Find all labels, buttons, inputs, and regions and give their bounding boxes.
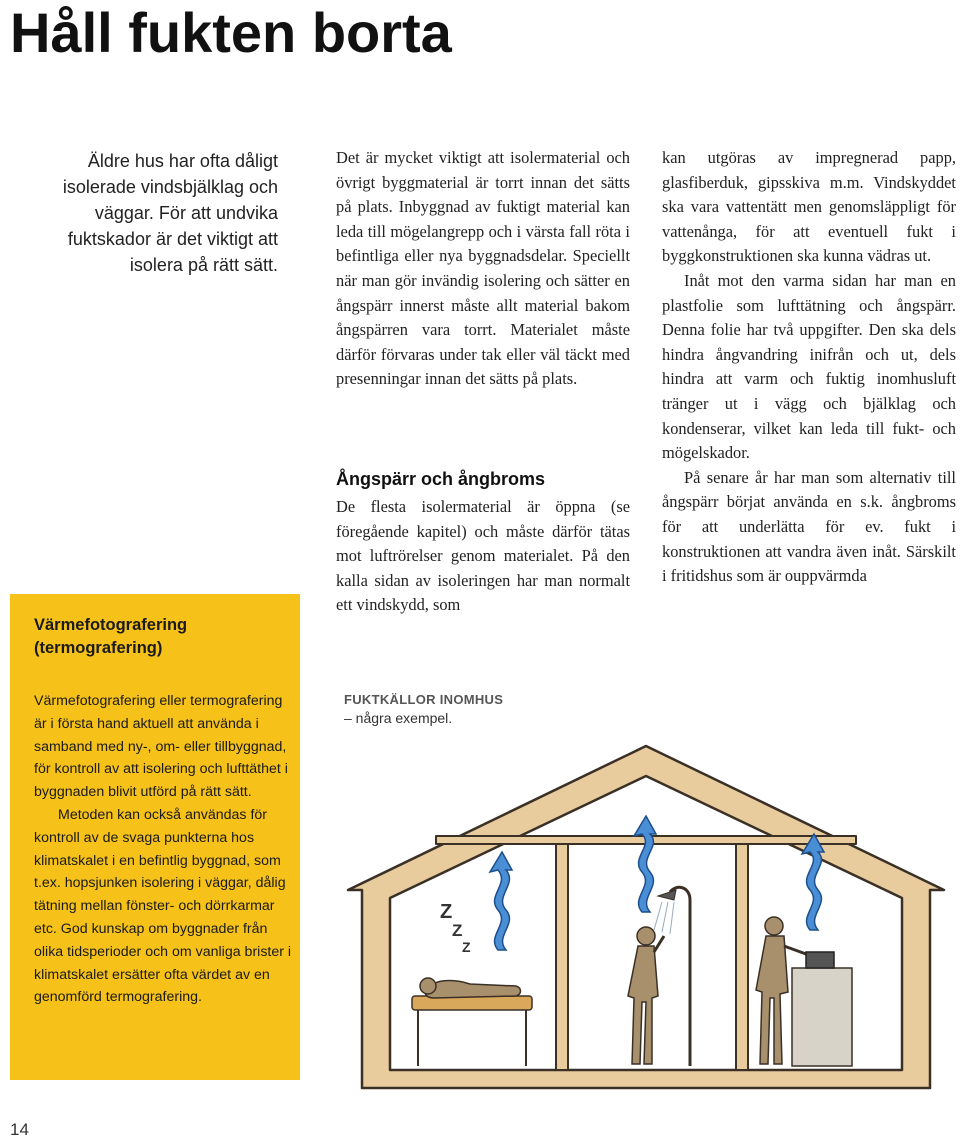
pot <box>806 952 834 968</box>
figure-subtitle: – några exempel. <box>344 710 453 726</box>
sidebar-body <box>34 690 292 1009</box>
kitchen-scene <box>756 917 852 1066</box>
moisture-arrow <box>490 852 512 950</box>
sidebar-paragraph: Värmefotografering eller termografering är i första hand aktuell att använda i samband med ny-, om- eller tillbyggnad, för kontroll av att isolering och lufttäthet i byggnaden blivit utförd på rätt sätt. <box>34 693 288 801</box>
body-paragraph: kan utgöras av impregnerad papp, glasfiberduk, gipsskiva m.m. Vindskyddet ska vara vattentätt men genomsläppligt för vattenånga, för att eventuell fukt i byggkonstruktionen ska kunna vädras ut. <box>662 148 956 266</box>
sidebar-heading: Värmefotografering (termografering) <box>34 616 188 657</box>
bathroom-scene <box>628 887 690 1066</box>
cooking-person-head <box>765 917 783 935</box>
bedroom-scene <box>412 901 532 1066</box>
body-column-2 <box>662 146 956 589</box>
body-column-1-continued <box>336 495 630 618</box>
interior-wall-right <box>736 844 748 1070</box>
sleep-zzz: Z <box>462 939 471 955</box>
sidebar-paragraph: Metoden kan också användas för kontroll av de svaga punkterna hos klimatskalet i en befintlig byggnad, som t.ex. hopsjunken isolering i väggar, dålig tätning mellan fönster- och dörrkarmar etc. God kunskap om byggnader från olika tidsperioder och om vanliga brister i klimatskalet ersätter ofta värdet av en genomförd termografering. <box>34 806 292 1006</box>
body-paragraph: På senare år har man som alternativ till ångspärr börjat använda en s.k. ångbroms för att underlätta för ev. fukt i konstruktionen att vandra även inåt. Särskilt i fritidshus som är ouppvärmda <box>662 467 956 586</box>
body-paragraph: Inåt mot den varma sidan har man en plastfolie som lufttätning och ångspärr. Denna folie har två uppgifter. Den ska dels hindra ångvandring inifrån och ut, dels hindra att varm och fuktig inomhusluft tränger ut i vägg och bjälklag och kondenserar, vilket kan leda till fukt- och mögelskador. <box>662 270 956 463</box>
figure-title: FUKTKÄLLOR INOMHUS <box>344 692 504 707</box>
intro-text: Äldre hus har ofta dåligt isolerade vindsbjälklag och väggar. För att undvika fuktskador är det viktigt att isolera på rätt sätt. <box>62 151 278 275</box>
shower-water <box>654 902 674 934</box>
body-column-1 <box>336 146 630 392</box>
shower-pipe <box>670 887 690 1066</box>
cooking-person <box>756 936 788 1064</box>
showering-person <box>628 946 658 1064</box>
body-paragraph: De flesta isolermaterial är öppna (se föregående kapitel) och måste därför tätas mot luftrörelser genom materialet. På den kalla sidan av isoleringen har man normalt ett vindskydd, som <box>336 497 630 615</box>
page-number: 14 <box>10 1120 29 1139</box>
sleeping-person <box>425 981 520 999</box>
interior-wall-left <box>556 844 568 1070</box>
moisture-arrow <box>634 816 656 912</box>
page-title: Håll fukten borta <box>10 1 452 64</box>
sleeping-person-head <box>420 978 436 994</box>
cooking-person-arm <box>784 946 806 954</box>
shower-head <box>658 890 676 900</box>
house-moisture-illustration <box>340 740 952 1090</box>
sleep-zzz: Z <box>452 921 463 940</box>
body-paragraph: Det är mycket viktigt att isolermaterial och övrigt byggmaterial är torrt innan det sätts på plats. Inbyggnad av fuktigt material kan leda till mögelangrepp och i värsta fall röta i befintliga eller nya byggnadsdelar. Speciellt när man gör invändig isolering och sätter en ångspärr innerst måste allt material bakom ångspärren vara torrt. Materialet måste därför förvaras under tak eller väl täckt med presenningar innan det sätts på plats. <box>336 148 630 389</box>
showering-person-head <box>637 927 655 945</box>
showering-person-arm <box>654 936 664 952</box>
stove <box>792 968 852 1066</box>
thermography-sidebar <box>10 594 300 1080</box>
moisture-arrow <box>802 834 824 930</box>
section-heading: Ångspärr och ångbroms <box>336 469 546 489</box>
sleep-zzz: Z <box>440 901 453 923</box>
